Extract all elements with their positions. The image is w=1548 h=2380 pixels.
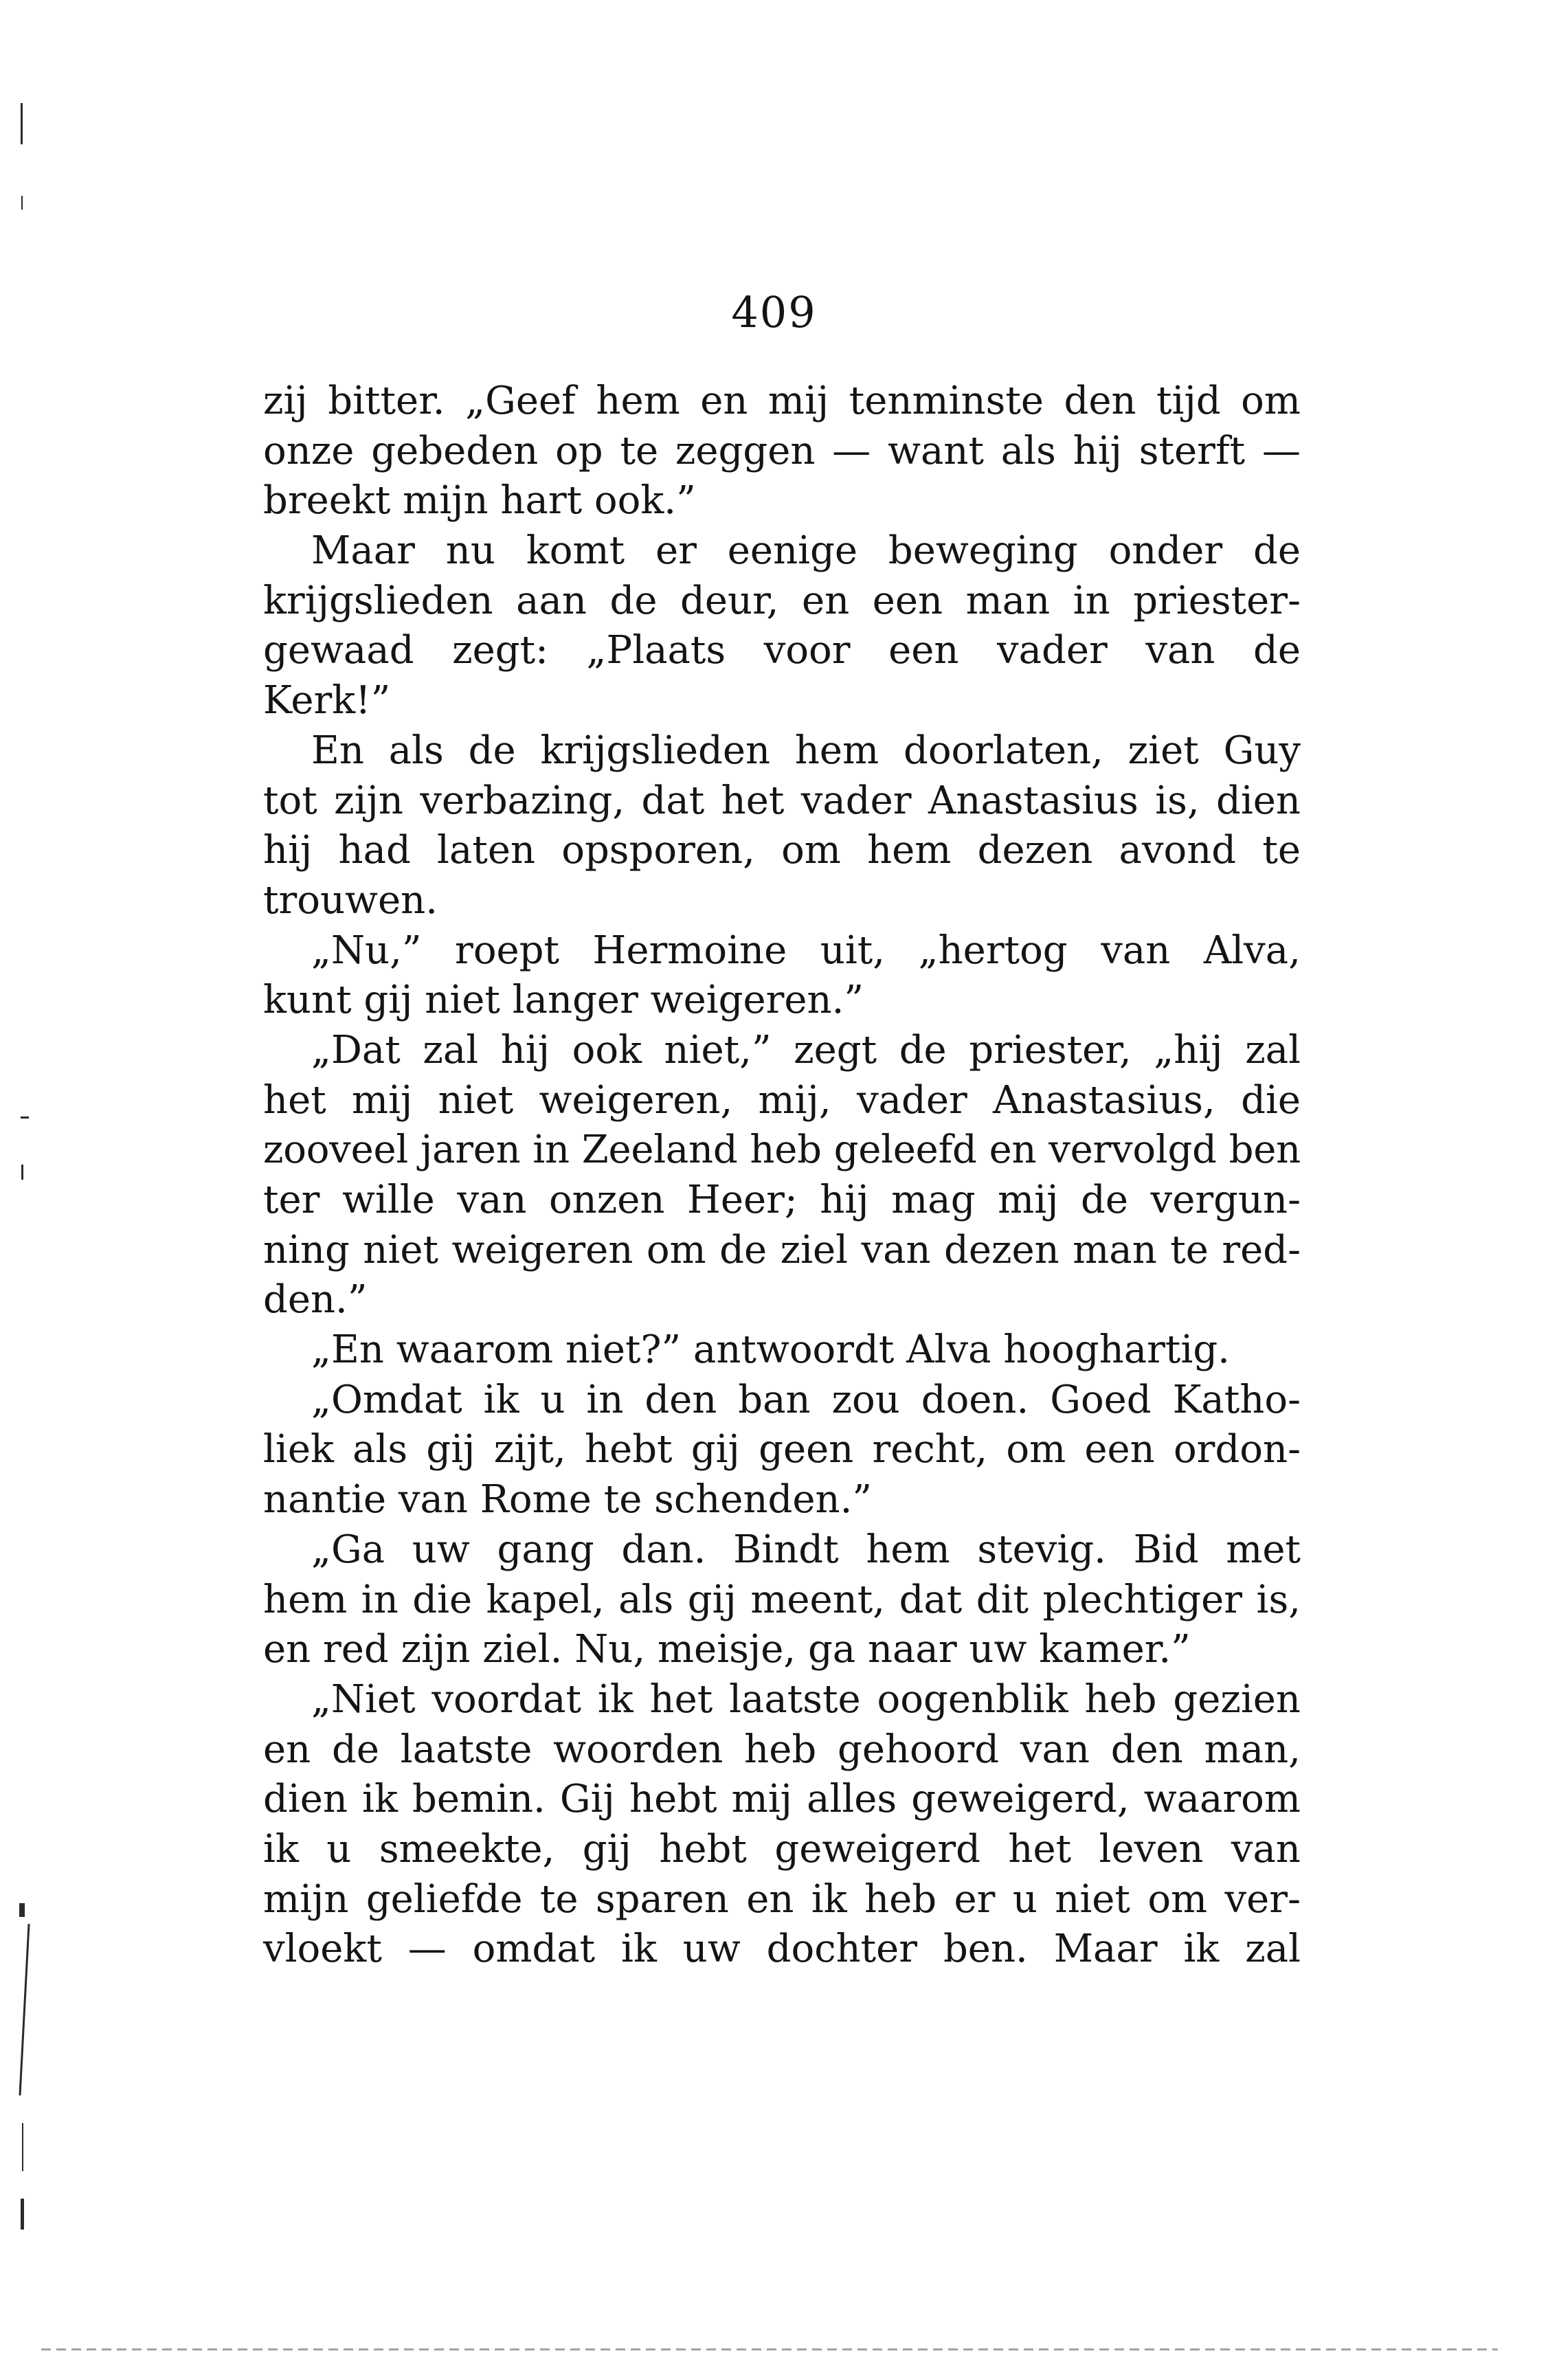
scan-artifact-mark (21, 2199, 24, 2230)
text-line: gewaad zegt: „Plaats voor een vader van de (263, 628, 1301, 673)
text-line: Maar nu komt er eenige beweging onder de (311, 528, 1301, 574)
text-line: en red zijn ziel. Nu, meisje, ga naar uw kamer.” (263, 1627, 1191, 1672)
scan-artifact-mark (21, 1165, 23, 1180)
text-line: „Niet voordat ik het laatste oogenblik heb gezien (311, 1676, 1301, 1722)
text-line: Kerk!” (263, 678, 391, 723)
text-line: „En waarom niet?” antwoordt Alva hooghartig. (311, 1327, 1230, 1373)
scan-artifact-mark (21, 1116, 29, 1119)
scan-artifact-mark (19, 1924, 30, 2096)
text-line: vloekt — omdat ik uw dochter ben. Maar ik zal (263, 1927, 1301, 1972)
scan-artifact-rule (41, 2348, 1498, 2350)
text-line: krijgslieden aan de deur, en een man in priester- (263, 578, 1301, 623)
text-line: en de laatste woorden heb gehoord van den man, (263, 1727, 1301, 1772)
text-line: kunt gij niet langer weigeren.” (263, 978, 864, 1023)
text-line: trouwen. (263, 877, 438, 923)
scan-artifact-mark (21, 103, 23, 144)
scan-artifact-mark (19, 1903, 25, 1917)
text-line: het mij niet weigeren, mij, vader Anastasius, die (263, 1077, 1301, 1123)
text-line: liek als gij zijt, hebt gij geen recht, om een ordon- (263, 1427, 1301, 1472)
text-line: „Ga uw gang dan. Bindt hem stevig. Bid met (311, 1527, 1301, 1572)
text-line: ter wille van onzen Heer; hij mag mij de vergun- (263, 1178, 1301, 1222)
text-line: nantie van Rome te schenden.” (263, 1477, 872, 1523)
text-line: ik u smeekte, gij hebt geweigerd het leven van (263, 1826, 1301, 1872)
text-line: hem in die kapel, als gij meent, dat dit plechtiger is, (263, 1577, 1301, 1622)
text-line: breekt mijn hart ook.” (263, 478, 696, 524)
text-line: mijn geliefde te sparen en ik heb er u niet om ver- (263, 1876, 1301, 1922)
text-line: „Omdat ik u in den ban zou doen. Goed Katho- (311, 1377, 1301, 1422)
text-line: hij had laten opsporen, om hem dezen avond te (263, 828, 1301, 873)
text-line: En als de krijgslieden hem doorlaten, ziet Guy (311, 728, 1301, 773)
text-line: ning niet weigeren om de ziel van dezen man te red- (263, 1227, 1301, 1272)
scan-artifact-mark (21, 196, 23, 210)
text-line: zij bitter. „Geef hem en mij tenminste den tijd om (263, 379, 1301, 423)
page-number: 409 (731, 287, 817, 337)
scan-artifact-mark (22, 2123, 23, 2171)
text-line: zooveel jaren in Zeeland heb geleefd en vervolgd ben (263, 1127, 1301, 1173)
text-line: onze gebeden op te zeggen — want als hij sterft — (263, 428, 1301, 473)
body-text (263, 377, 1301, 1975)
text-line: dien ik bemin. Gij hebt mij alles geweigerd, waarom (263, 1777, 1301, 1822)
text-line: tot zijn verbazing, dat het vader Anastasius is, dien (263, 778, 1301, 823)
text-line: „Dat zal hij ook niet,” zegt de priester, „hij zal (311, 1027, 1301, 1073)
text-line: „Nu,” roept Hermoine uit, „hertog van Alva, (311, 928, 1301, 973)
text-line: den.” (263, 1277, 368, 1323)
